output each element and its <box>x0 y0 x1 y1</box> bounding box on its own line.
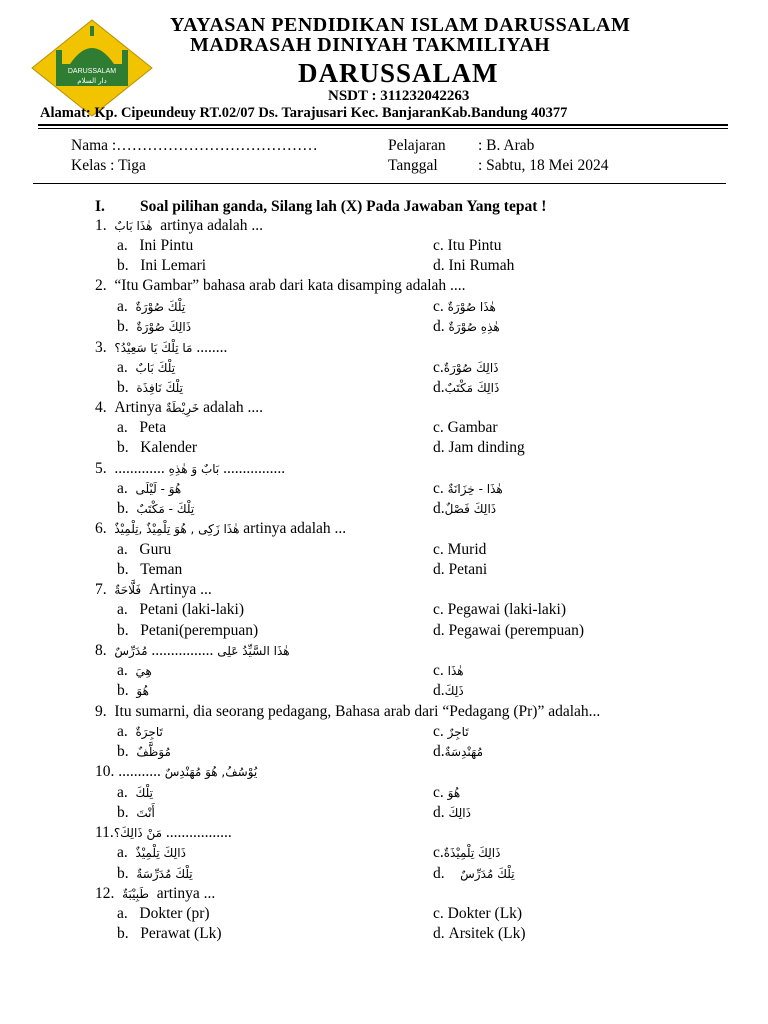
question-2: 2. “Itu Gambar” bahasa arab dari kata disamping adalah .... <box>95 277 466 294</box>
q2-option-b[interactable]: b. ذَالِكَ صُوْرَةٌ <box>117 318 192 335</box>
q3-option-a[interactable]: a. تِلْكَ بَابٌ <box>117 359 176 376</box>
q5-option-b[interactable]: b. تِلْكَ - مَكْتَبٌ <box>117 500 195 517</box>
q7-option-d[interactable]: d. Pegawai (perempuan) <box>433 622 585 639</box>
kelas-field: Kelas : Tiga <box>71 157 146 174</box>
q5-option-d[interactable]: d.ذَالِكَ فَصْلٌ <box>433 500 497 517</box>
q10-option-c[interactable]: c. هُوَ <box>433 784 461 801</box>
header-rule-thin <box>38 128 728 129</box>
question-11: 11.مَنْ ذَالِكَ؟ ................. <box>95 824 232 841</box>
q3-option-b[interactable]: b. تِلْكَ نَافِذَة <box>117 379 183 396</box>
header-rule <box>38 124 728 126</box>
q3-option-d[interactable]: d.ذَالِكَ مَكْتَبٌ <box>433 379 500 396</box>
q10-option-b[interactable]: b. أَنْتَ <box>117 804 155 821</box>
q5-option-a[interactable]: a. هُوَ - لَيْلَى <box>117 480 182 497</box>
question-10: 10. ........... يُوْسُفُ, هُوَ مُهَنْدِسٌ <box>95 763 258 780</box>
madrasah-title: MADRASAH DINIYAH TAKMILIYAH <box>190 34 551 56</box>
school-address: Alamat: Kp. Cipeundeuy RT.02/07 Ds. Tarajusari Kec. BanjaranKab.Bandung 40377 <box>40 105 568 121</box>
info-rule <box>33 183 726 184</box>
q7-option-b[interactable]: b. Petani(perempuan) <box>117 622 259 639</box>
school-name: DARUSSALAM <box>298 58 499 88</box>
section-number: I. <box>95 198 105 215</box>
q2-option-d[interactable]: d. هٰذِهِ صُوْرَةٌ <box>433 318 500 335</box>
q2-option-a[interactable]: a. تِلْكَ صُوْرَةٌ <box>117 298 186 315</box>
q1-option-b[interactable]: b. Ini Lemari <box>117 257 207 274</box>
q1-option-c[interactable]: c. Itu Pintu <box>433 237 502 254</box>
pelajaran-value: : B. Arab <box>478 137 535 154</box>
tanggal-label: Tanggal <box>388 157 438 174</box>
question-5: 5. ............. بَابٌ وَ هٰذِهِ ................ <box>95 460 286 477</box>
q11-option-c[interactable]: c.ذَالِكَ تِلْمِيْذَةٌ <box>433 844 501 861</box>
question-6: 6. هٰذَا زَكِى , هُوَ تِلْمِيْذٌ ,تِلْمِيْذٌ artinya adalah ... <box>95 520 347 537</box>
logo-text-bottom: دار السلام <box>77 77 107 85</box>
question-8: 8. مُدَرِّسٌ ................ هٰذَا السَّيِّدُ عَلِى <box>95 642 290 659</box>
q3-option-c[interactable]: c.ذَالِكَ صُوْرَةٌ <box>433 359 499 376</box>
question-9: 9. Itu sumarni, dia seorang pedagang, Bahasa arab dari “Pedagang (Pr)” adalah... <box>95 703 601 720</box>
q6-option-d[interactable]: d. Petani <box>433 561 488 578</box>
q7-option-c[interactable]: c. Pegawai (laki-laki) <box>433 601 566 618</box>
q12-option-c[interactable]: c. Dokter (Lk) <box>433 905 523 922</box>
question-3: 3. مَا تِلْكَ يَا سَعِيْدُ؟ ........ <box>95 339 228 356</box>
q8-option-b[interactable]: b. هُوَ <box>117 682 149 699</box>
q7-option-a[interactable]: a. Petani (laki-laki) <box>117 601 244 618</box>
section-instruction: Soal pilihan ganda, Silang lah (X) Pada Jawaban Yang tepat ! <box>140 198 547 215</box>
q1-option-d[interactable]: d. Ini Rumah <box>433 257 515 274</box>
logo-text-top: DARUSSALAM <box>67 68 117 75</box>
q9-option-b[interactable]: b. مُوَظَّفٌ <box>117 743 171 760</box>
nsdt-number: NSDT : 311232042263 <box>328 88 470 104</box>
q6-option-c[interactable]: c. Murid <box>433 541 487 558</box>
q6-option-a[interactable]: a. Guru <box>117 541 172 558</box>
question-1: 1. هٰذَا بَابٌ artinya adalah ... <box>95 217 264 234</box>
q9-option-a[interactable]: a. تَاجِرَةٌ <box>117 723 163 740</box>
q11-option-d[interactable]: d. تِلْكَ مُدَرِّسٌ <box>433 865 515 882</box>
q9-option-d[interactable]: d.مُهَنْدِسَةٌ <box>433 743 483 760</box>
question-7: 7. فَلَّاحَةٌ Artinya ... <box>95 581 212 598</box>
q8-option-c[interactable]: c. هٰذَا <box>433 662 464 679</box>
q2-option-c[interactable]: c. هٰذَا صُوْرَةٌ <box>433 298 496 315</box>
foundation-title: YAYASAN PENDIDIKAN ISLAM DARUSSALAM <box>170 14 631 36</box>
q12-option-d[interactable]: d. Arsitek (Lk) <box>433 925 526 942</box>
q10-option-a[interactable]: a. تِلْكَ <box>117 784 153 801</box>
q10-option-d[interactable]: d. ذَالِكَ <box>433 804 471 821</box>
tanggal-value: : Sabtu, 18 Mei 2024 <box>478 157 609 174</box>
question-4: 4. Artinya خَرِيْطَةٌ adalah .... <box>95 399 263 416</box>
q4-option-d[interactable]: d. Jam dinding <box>433 439 525 456</box>
q12-option-b[interactable]: b. Perawat (Lk) <box>117 925 222 942</box>
q12-option-a[interactable]: a. Dokter (pr) <box>117 905 210 922</box>
q4-option-b[interactable]: b. Kalender <box>117 439 198 456</box>
nama-field: Nama :………………………………… <box>71 137 318 154</box>
q8-option-d[interactable]: d.ذَلِكَ <box>433 682 464 699</box>
q1-option-a[interactable]: a. Ini Pintu <box>117 237 194 254</box>
q11-option-a[interactable]: a. ذَالِكَ تِلْمِيْذٌ <box>117 844 186 861</box>
q8-option-a[interactable]: a. هِيَ <box>117 662 152 679</box>
q6-option-b[interactable]: b. Teman <box>117 561 183 578</box>
question-12: 12. طَبِيْبَةٌ artinya ... <box>95 885 216 902</box>
q11-option-b[interactable]: b. تِلْكَ مُدَرِّسَةٌ <box>117 865 193 882</box>
school-logo <box>30 18 154 118</box>
q4-option-a[interactable]: a. Peta <box>117 419 167 436</box>
q4-option-c[interactable]: c. Gambar <box>433 419 498 436</box>
pelajaran-label: Pelajaran <box>388 137 446 154</box>
q9-option-c[interactable]: c. تَاجِرٌ <box>433 723 469 740</box>
q5-option-c[interactable]: c. هٰذَا - خِزَانَةٌ <box>433 480 503 497</box>
